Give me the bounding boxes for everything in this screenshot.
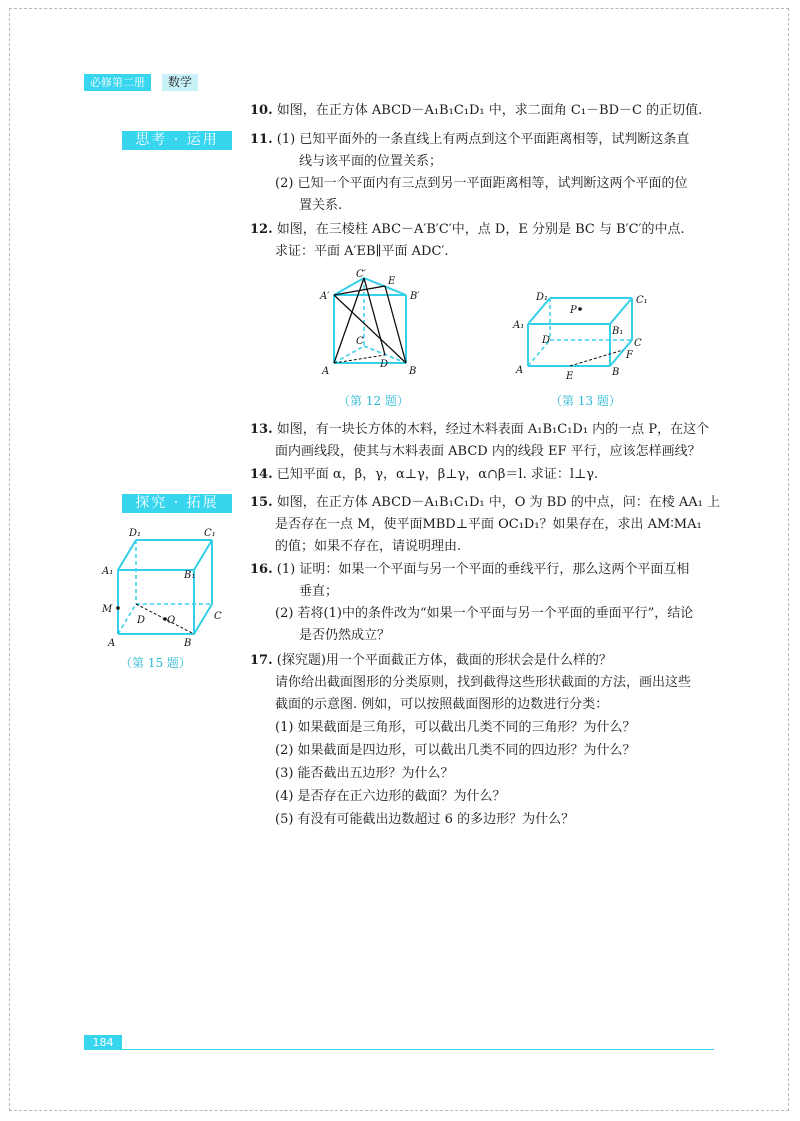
problem-text: (1) 证明：如果一个平面与另一个平面的垂线平行，那么这两个平面互相 [276, 562, 690, 577]
problem-subquestion: (4) 是否存在正六边形的截面？为什么？ [275, 789, 506, 804]
problem-text: 已知平面 α，β，γ，α⊥γ，β⊥γ，α∩β＝l. 求证：l⊥γ. [276, 467, 599, 482]
figure-15-cube [96, 522, 230, 650]
figure-15-caption: （第 15 题） [120, 656, 191, 670]
problem-text: 如图，在正方体 ABCD－A₁B₁C₁D₁ 中，求二面角 C₁－BD－C 的正切值. [276, 103, 703, 118]
problem-12 [250, 221, 685, 239]
figure-label: O [167, 615, 176, 626]
figure-label: F [626, 350, 633, 361]
problem-text: 求证：平面 A′EB∥平面 ADC′. [275, 244, 449, 259]
figure-label: D₁ [129, 528, 142, 539]
problem-text: 请你给出截面图形的分类原则，找到截得这些形状截面的方法，画出这些 [275, 675, 692, 690]
problem-number: 11. [250, 132, 273, 147]
problem-subquestion: (1) 如果截面是三角形，可以截出几类不同的三角形？为什么？ [275, 720, 636, 735]
figure-13-box [508, 286, 668, 386]
figure-12-prism [312, 268, 432, 383]
page-number: 184 [84, 1035, 122, 1050]
problem-text: (探究题)用一个平面截正方体，截面的形状会是什么样的？ [276, 653, 612, 668]
figure-label: A₁ [102, 566, 114, 577]
problem-text: 置关系. [299, 198, 343, 213]
figure-label: A [108, 638, 116, 649]
problem-text: 垂直； [299, 584, 339, 599]
figure-label: C [356, 336, 364, 347]
figure-label: M [102, 604, 113, 615]
section-think-apply: 思考 · 运用 [122, 131, 232, 150]
section-explore-extend: 探究 · 拓展 [122, 494, 232, 513]
figure-label: B₁ [612, 326, 624, 337]
problem-number: 17. [250, 653, 273, 668]
figure-label: E [566, 371, 574, 382]
figure-label: C₁ [636, 295, 648, 306]
problem-10 [250, 102, 702, 120]
problem-subquestion: (2) 如果截面是四边形，可以截出几类不同的四边形？为什么？ [275, 743, 636, 758]
problem-text: 如图，在正方体 ABCD－A₁B₁C₁D₁ 中，O 为 BD 的中点，问：在棱 AA₁ 上 [276, 495, 721, 510]
header-book-tag: 必修第二册 [84, 74, 151, 91]
problem-text: (2) 已知一个平面内有三点到另一平面距离相等，试判断这两个平面的位 [275, 176, 688, 191]
problem-17 [250, 652, 612, 670]
problem-text: 如图，有一块长方体的木料，经过木料表面 A₁B₁C₁D₁ 内的一点 P，在这个 [276, 422, 710, 437]
problem-15 [250, 494, 720, 512]
problem-number: 16. [250, 562, 273, 577]
problem-text: 是否仍然成立？ [299, 628, 391, 643]
problem-text: (2) 若将(1)中的条件改为“如果一个平面与另一个平面的垂面平行”，结论 [275, 606, 694, 621]
figure-13-caption: （第 13 题） [550, 394, 621, 408]
figure-label: B [184, 638, 192, 649]
figure-label: A₁ [513, 320, 525, 331]
problem-13 [250, 421, 709, 439]
figure-label: A [322, 366, 330, 377]
problem-text: 的值；如果不存在，请说明理由. [275, 539, 462, 554]
problem-text: 是否存在一点 M，使平面MBD⊥平面 OC₁D₁？如果存在，求出 AM∶MA₁ [275, 517, 702, 532]
figure-label: D [137, 615, 146, 626]
figure-12-caption: （第 12 题） [338, 394, 409, 408]
figure-label: D [542, 335, 551, 346]
problem-text: 面内画线段，使其与木料表面 ABCD 内的线段 EF 平行，应该怎样画线？ [275, 444, 701, 459]
figure-label: C′ [356, 269, 366, 280]
problem-16 [250, 561, 689, 579]
problem-text: 线与该平面的位置关系； [299, 154, 443, 169]
figure-label: E [388, 276, 396, 287]
problem-text: 截面的示意图. 例如，可以按照截面图形的边数进行分类： [275, 697, 609, 712]
figure-label: B′ [410, 291, 420, 302]
figure-label: D [380, 359, 389, 370]
problem-11 [250, 131, 689, 149]
figure-label: A′ [320, 291, 330, 302]
figure-label: C [634, 338, 642, 349]
problem-14 [250, 466, 598, 484]
figure-label: B [409, 366, 417, 377]
header-subject-tag: 数学 [162, 74, 198, 91]
problem-subquestion: (5) 有没有可能截出边数超过 6 的多边形？为什么？ [275, 812, 575, 827]
problem-number: 12. [250, 222, 273, 237]
footer-rule [122, 1049, 714, 1050]
figure-label: B₁ [184, 570, 196, 581]
figure-label: P [570, 305, 577, 316]
figure-label: D₁ [536, 292, 549, 303]
figure-label: B [612, 367, 620, 378]
problem-number: 14. [250, 467, 273, 482]
problem-number: 15. [250, 495, 273, 510]
problem-text: 如图，在三棱柱 ABC－A′B′C′中，点 D，E 分别是 BC 与 B′C′的中点. [276, 222, 685, 237]
figure-label: C₁ [204, 528, 216, 539]
figure-label: A [516, 365, 524, 376]
problem-number: 13. [250, 422, 273, 437]
figure-label: C [214, 611, 222, 622]
problem-text: (1) 已知平面外的一条直线上有两点到这个平面距离相等，试判断这条直 [276, 132, 690, 147]
problem-number: 10. [250, 103, 273, 118]
problem-subquestion: (3) 能否截出五边形？为什么？ [275, 766, 454, 781]
